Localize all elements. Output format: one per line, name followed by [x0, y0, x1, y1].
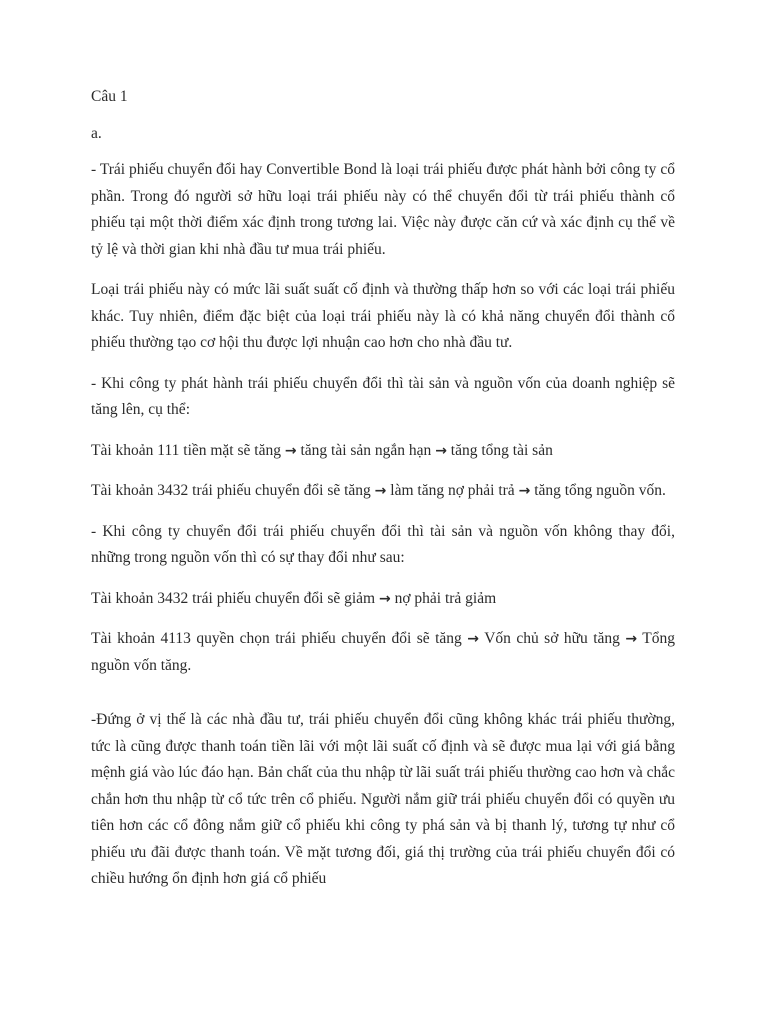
account-3432-decrease-text: Tài khoản 3432 trái phiếu chuyển đổi sẽ giảm: [91, 589, 376, 607]
paragraph-conversion: - Khi công ty chuyển đổi trái phiếu chuyển đổi thì tài sản và nguồn vốn không thay đổi, những trong nguồn vốn thì có sự thay đổi như sau:: [91, 522, 675, 566]
arrow-right-icon: →: [378, 590, 391, 607]
paragraph-account-3432-decrease: [91, 586, 675, 613]
paragraph-issuance: - Khi công ty phát hành trái phiếu chuyển đổi thì tài sản và nguồn vốn của doanh nghiệp sẽ tăng lên, cụ thể:: [91, 374, 675, 418]
question-heading: Câu 1: [91, 88, 128, 105]
subsection-label: a.: [91, 124, 102, 142]
account-3432-effect-1: làm tăng nợ phải trả: [390, 482, 515, 499]
arrow-right-icon: →: [467, 631, 479, 647]
account-4113-text: Tài khoản 4113 quyền chọn trái phiếu chuyển đổi sẽ tăng: [91, 630, 462, 647]
arrow-right-icon: →: [518, 483, 531, 499]
arrow-right-icon: →: [625, 631, 638, 647]
account-3432-effect-2: tăng tổng nguồn vốn.: [534, 482, 666, 499]
account-3432-text: Tài khoản 3432 trái phiếu chuyển đổi sẽ tăng: [91, 482, 371, 499]
account-111-effect-1: tăng tài sản ngắn hạn: [300, 441, 432, 459]
arrow-right-icon: →: [435, 442, 447, 459]
account-111-text: Tài khoản 111 tiền mặt sẽ tăng: [91, 441, 281, 459]
arrow-right-icon: →: [374, 483, 387, 499]
paragraph-account-4113: [91, 626, 675, 679]
paragraph-account-111: [91, 438, 675, 465]
account-111-effect-2: tăng tổng tài sản: [450, 441, 553, 459]
paragraph-investor-perspective: -Đứng ở vị thế là các nhà đầu tư, trái phiếu chuyển đổi cũng không khác trái phiếu thường, tức là cũng được thanh toán tiền lãi với một lãi suất cố định và sẽ được mua lại với giá bằng mệnh giá vào lúc đáo hạn. Bản chất của thu nhập từ lãi suất trái phiếu thường cao hơn và chắc chắn hơn thu nhập từ cổ tức trên cổ phiếu. Người nắm giữ trái phiếu chuyển đổi có quyền ưu tiên hơn các cổ đông nắm giữ cổ phiếu khi công ty phá sản và bị thanh lý, tương tự như cổ phiếu ưu đãi được thanh toán. Về mặt tương đối, giá thị trường của trái phiếu chuyển đổi có chiều hướng ổn định hơn giá cổ phiếu: [91, 711, 675, 887]
document-page: [91, 84, 675, 907]
account-3432-decrease-effect: nợ phải trả giảm: [394, 589, 497, 607]
paragraph-interest-rate: Loại trái phiếu này có mức lãi suất suất cố định và thường thấp hơn so với các loại trái phiếu khác. Tuy nhiên, điểm đặc biệt của loại trái phiếu này là có khả năng chuyển đổi thành cổ phiếu thường tạo cơ hội thu được lợi nhuận cao hơn cho nhà đầu tư.: [91, 281, 675, 351]
arrow-right-icon: →: [284, 442, 297, 459]
paragraph-definition: - Trái phiếu chuyển đổi hay Convertible Bond là loại trái phiếu được phát hành bởi công ty cổ phần. Trong đó người sở hữu loại trái phiếu này có thể chuyển đổi từ trái phiếu thành cổ phiếu tại một thời điểm xác định trong tương lai. Việc này được căn cứ và xác định cụ thể về tỷ lệ và thời gian khi nhà đầu tư mua trái phiếu.: [91, 161, 675, 258]
paragraph-account-3432-increase: [91, 478, 675, 505]
account-4113-effect-1: Vốn chủ sở hữu tăng: [484, 630, 620, 647]
account-4113-effect-2: Tổng nguồn vốn tăng.: [91, 630, 676, 674]
